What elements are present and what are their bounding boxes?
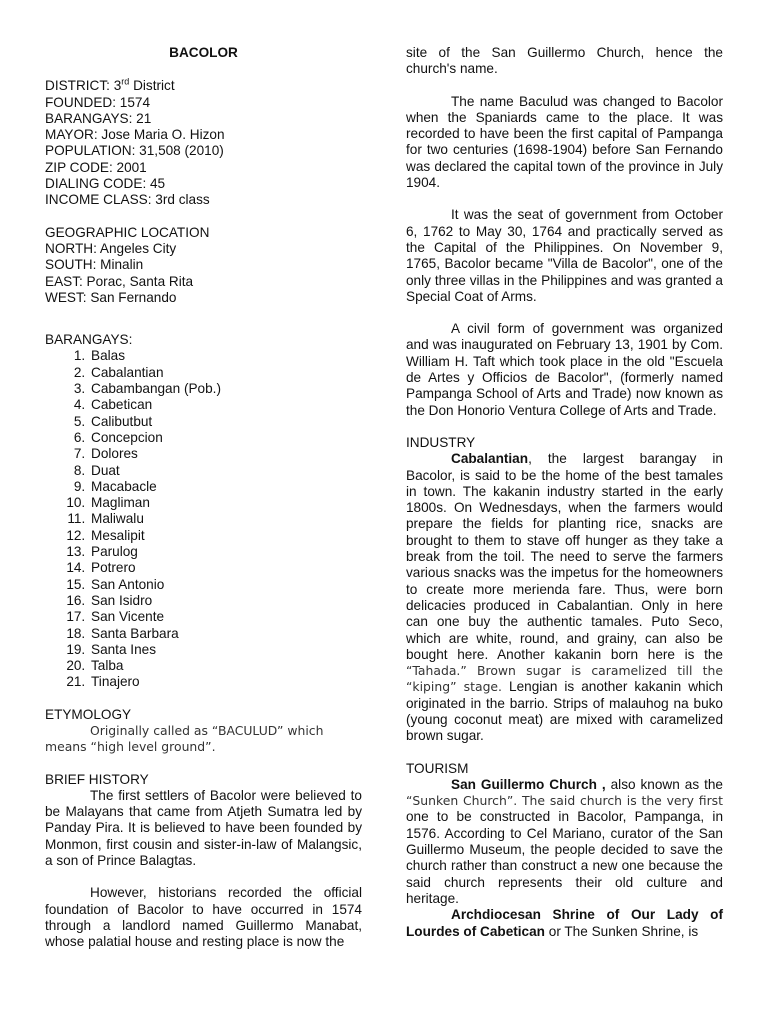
district-suffix: rd (121, 76, 130, 87)
geographic-block (45, 225, 362, 306)
geo-north: NORTH: Angeles City (45, 240, 177, 256)
list-item: 4. Cabetican (89, 397, 362, 413)
profile-block (45, 78, 362, 208)
industry-heading: INDUSTRY (406, 434, 476, 450)
history-heading: BRIEF HISTORY (45, 771, 149, 787)
industry-text-3: Lengian is another kakanin which originated in the barrio. Strips of malauhog na buko (young coconut meat) are mixed with caramelized brown sugar. (406, 679, 723, 744)
industry-text-2: “Tahada.” Brown sugar is caramelized till the “kiping” stage. (406, 663, 723, 695)
history-paragraph-2: However, historians recorded the official foundation of Bacolor to have occurred in 1574 through a landlord named Guillermo Manabat, whose palatial house and resting place is now the (45, 885, 362, 950)
list-item: 19. Santa Ines (89, 642, 362, 658)
population-line: POPULATION: 31,508 (2010) (45, 143, 224, 159)
tourism-text-2: “Sunken Church”. The said church is the very first (406, 793, 723, 809)
tourism-heading: TOURISM (406, 760, 469, 776)
tourism-block (406, 761, 723, 940)
right-column (406, 45, 723, 940)
list-item: 2. Cabalantian (89, 365, 362, 381)
history-paragraph-3: The name Baculud was changed to Bacolor when the Spaniards came to the place. It was recorded to have been the first capital of Pampanga for two centuries (1698-1904) before San Fernando was declared the capital town of the province in July 1904. (406, 93, 723, 191)
industry-lead: Cabalantian (451, 451, 529, 467)
history-paragraph-1: The first settlers of Bacolor were believed to be Malayans that came from Atjeth Sumatra led by Panday Pira. It is believed to have been founded by Monmon, first cousin and sister-in-law of Malangsic, a son of Prince Balagtas. (45, 787, 362, 869)
barangays-count-line: BARANGAYS: 21 (45, 110, 152, 126)
tourism-paragraph-1 (406, 777, 723, 907)
tourism-text-1: also known as the (610, 776, 723, 792)
geo-west: WEST: San Fernando (45, 289, 177, 305)
etymology-text: Originally called as “BACULUD” which means “high level ground”. (45, 722, 324, 755)
list-item: 21. Tinajero (89, 674, 362, 690)
geo-south: SOUTH: Minalin (45, 257, 144, 273)
industry-text-1: , the largest barangay in Bacolor, is said to be the home of the best tamales in town. The kakanin industry started in the early 1800s. On Wednesdays, when the farmers would prepare the fields for planting rice, snacks are brought to them to stave off hunger as they take a break from the toil. The need to serve the farmers various snacks was the impetus for the homeowners to create more merienda fare. Thus, were born delicacies produced in Cabalantian. Only in here can one buy the authentic tamales. Puto Seco, which are white, round, and grainy, can also be bought here. Another kakanin born here is the (406, 451, 723, 662)
list-item: 12. Mesalipit (89, 528, 362, 544)
tourism-paragraph-2 (406, 907, 723, 940)
list-item: 17. San Vicente (89, 609, 362, 625)
geo-east: EAST: Porac, Santa Rita (45, 273, 194, 289)
history-paragraph-2-continued: site of the San Guillermo Church, hence the church's name. (406, 45, 723, 77)
tourism-text-4: or The Sunken Shrine, is (548, 923, 699, 939)
list-item: 11. Maliwalu (89, 511, 362, 527)
income-line: INCOME CLASS: 3rd class (45, 192, 210, 208)
list-item: 14. Potrero (89, 560, 362, 576)
list-item: 8. Duat (89, 463, 362, 479)
list-item: 18. Santa Barbara (89, 626, 362, 642)
mayor-line: MAYOR: Jose Maria O. Hizon (45, 127, 225, 143)
list-item: 1. Balas (89, 348, 362, 364)
list-item: 15. San Antonio (89, 577, 362, 593)
barangays-heading: BARANGAYS: (45, 332, 133, 348)
left-column (45, 45, 362, 951)
list-item: 3. Cabambangan (Pob.) (89, 381, 362, 397)
list-item: 16. San Isidro (89, 593, 362, 609)
list-item: 20. Talba (89, 658, 362, 674)
tourism-lead: San Guillermo Church , (451, 776, 606, 792)
etymology-block (45, 707, 362, 756)
list-item: 9. Macabacle (89, 479, 362, 495)
list-item: 5. Calibutbut (89, 414, 362, 430)
district-line (45, 78, 362, 94)
tourism-lead-2: Archdiocesan Shrine of Our Lady of Lourdes of Cabetican (406, 907, 723, 939)
industry-paragraph (406, 451, 723, 744)
industry-block (406, 435, 723, 745)
list-item: 13. Parulog (89, 544, 362, 560)
dialing-line: DIALING CODE: 45 (45, 176, 166, 192)
history-paragraph-5: A civil form of government was organized and was inaugurated on February 13, 1901 by Com. William H. Taft which took place in the old "Escuela de Artes y Officios de Bacolor", (formerly named Pampanga School of Arts and Trade) now known as the Don Honorio Ventura College of Arts and Trade. (406, 321, 723, 418)
district-label: DISTRICT: (45, 78, 110, 94)
history-paragraph-4: It was the seat of government from October 6, 1762 to May 30, 1764 and practically served as the Capital of the Philippines. On November 9, 1765, Bacolor became "Villa de Bacolor", one of the only three villas in the Philippines and was granted a Special Coat of Arms. (406, 207, 723, 304)
list-item: 6. Concepcion (89, 430, 362, 446)
zip-line: ZIP CODE: 2001 (45, 159, 147, 175)
district-word: District (133, 78, 175, 94)
founded-line: FOUNDED: 1574 (45, 94, 151, 110)
history-block-left (45, 772, 362, 951)
geo-heading: GEOGRAPHIC LOCATION (45, 224, 210, 240)
district-number: 3 (113, 78, 122, 94)
tourism-text-3: one to be constructed in Bacolor, Pampanga, in 1576. According to Cel Mariano, curator of the San Guillermo Museum, the people decided to save the church rather than construct a new one because the said church represents their old culture and heritage. (406, 809, 723, 906)
list-item: 10. Magliman (89, 495, 362, 511)
list-item: 7. Dolores (89, 446, 362, 462)
barangays-block (45, 332, 362, 691)
barangays-list (45, 348, 362, 690)
etymology-heading: ETYMOLOGY (45, 706, 132, 722)
page-title: BACOLOR (169, 45, 238, 60)
